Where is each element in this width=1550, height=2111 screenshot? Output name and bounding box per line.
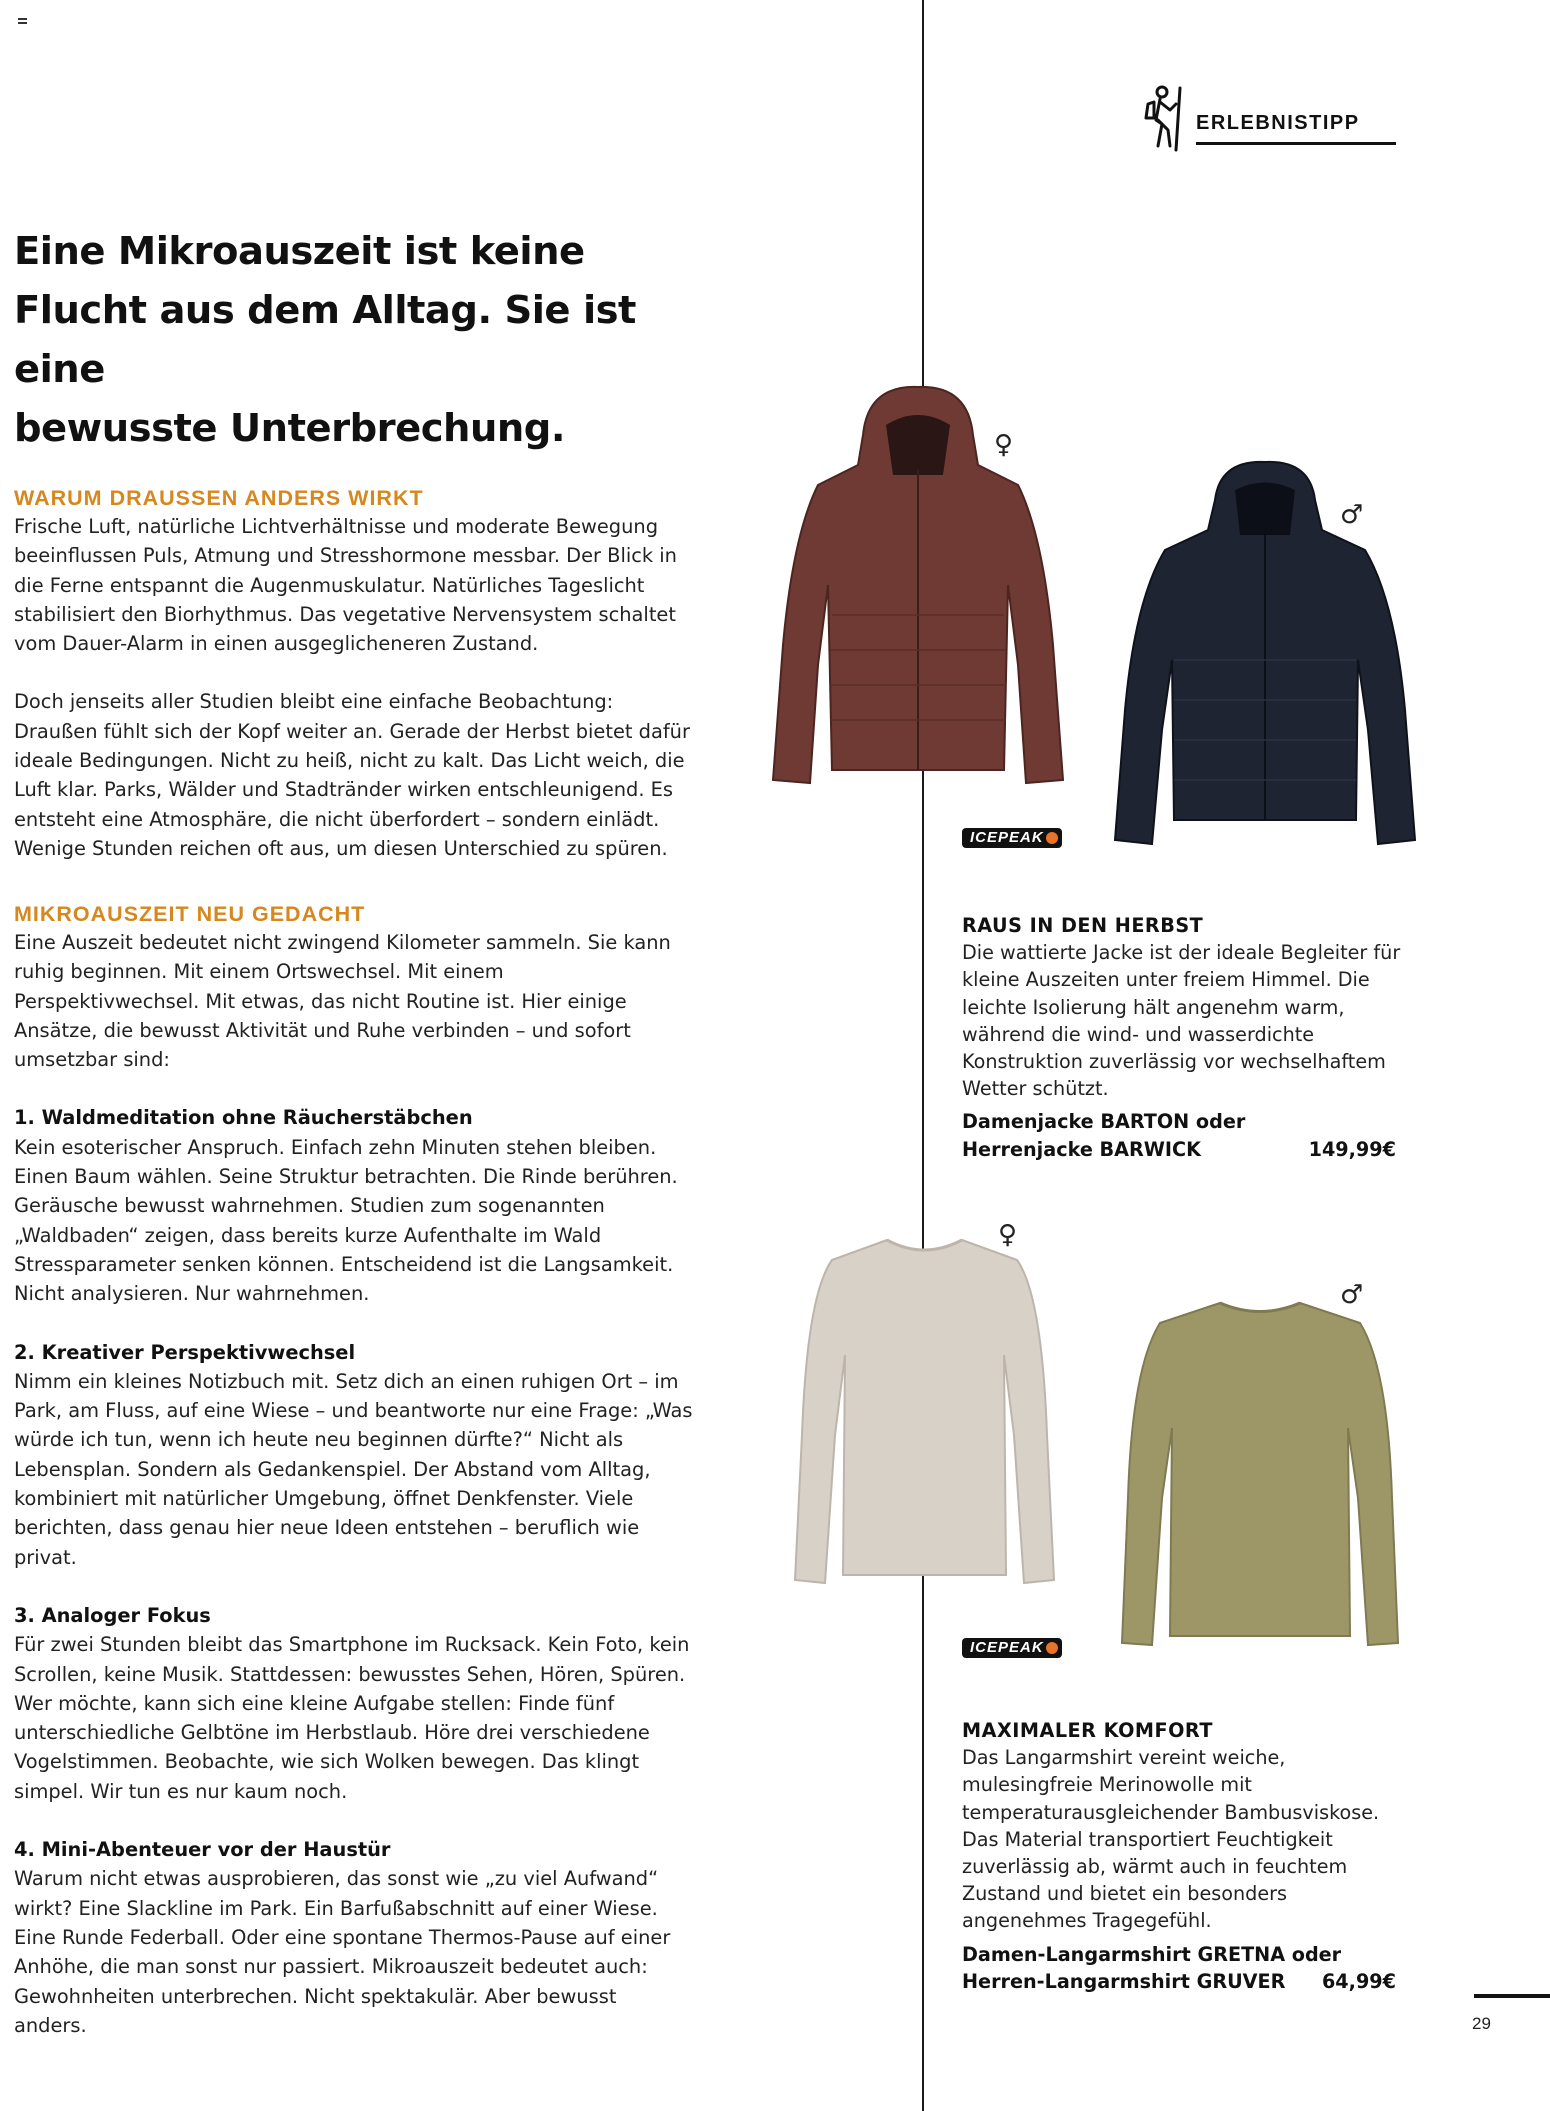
product-name-row — [962, 1136, 1402, 1163]
brand-dot — [1046, 1642, 1058, 1654]
product-jacket-block — [962, 912, 1402, 1163]
item-text: Kein esoterischer Anspruch. Einfach zehn Minuten stehen bleiben. Einen Baum wählen. Seine Struktur betrachten. Die Rinde berühren. Geräusche bewusst wahrnehmen. Studien zum sogenannten „Waldbaden“ zeigen, dass bereits kurze Aufenthalte im Wald Stressparameter senken können. Entscheidend ist die Langsamkeit. Nicht analysieren. Nur wahrnehmen. — [14, 1135, 678, 1306]
item-text: Nimm ein kleines Notizbuch mit. Setz dich an einen ruhigen Ort – im Park, am Fluss, auf eine Wiese – und beantworte nur eine Frage: „Was würde ich tun, wenn ich heute neu beginnen dürfte?“ Nicht als Lebensplan. Sondern als Gedankenspiel. Der Abstand vom Alltag, kombiniert mit natürlicher Umgebung, öffnet Denkfenster. Viele berichten, dass genau hier neue Ideen entstehen – beruflich wie privat. — [14, 1369, 693, 1569]
male-symbol: ♂ — [1340, 1280, 1364, 1310]
product-price: 64,99€ — [1321, 1969, 1396, 1993]
men-jacket-image — [1110, 460, 1420, 850]
product-price: 149,99€ — [1308, 1137, 1396, 1161]
product-name-line-2: Herrenjacke BARWICK — [962, 1137, 1202, 1161]
product-heading: MAXIMALER KOMFORT — [962, 1719, 1213, 1742]
product-name-line-1: Damen-Langarmshirt GRETNA oder — [962, 1942, 1342, 1966]
icepeak-logo — [962, 1638, 1062, 1658]
item-title: 1. Waldmeditation ohne Räucherstäbchen — [14, 1106, 473, 1130]
section-heading: WARUM DRAUSSEN ANDERS WIRKT — [14, 486, 424, 510]
erlebnistipp-tag — [1140, 84, 1400, 154]
section-heading: MIKROAUSZEIT NEU GEDACHT — [14, 902, 366, 926]
section-mikroauszeit — [14, 900, 694, 2040]
product-description: Das Langarmshirt vereint weiche, mulesingfreie Merinowolle mit temperaturausgleichender Bambusviskose. Das Material transportiert Feuchtigkeit zuverlässig ab, wärmt auch in feuchtem Zustand und bietet ein besonders angenehmes Tragegefühl. — [962, 1746, 1380, 1933]
paragraph: Frische Luft, natürliche Lichtverhältnisse und moderate Bewegung beeinflussen Puls, Atmung und Stresshormone messbar. Der Blick in die Ferne entspannt die Augenmuskulatur. Natürliches Tageslicht stabilisiert den Biorhythmus. Das vegetative Nervensystem schaltet vom Dauer-Alarm in einen ausgeglicheneren Zustand. — [14, 515, 677, 656]
hiker-icon — [1140, 84, 1190, 154]
headline-line-1: Eine Mikroauszeit ist keine — [14, 229, 585, 274]
paragraph: Eine Auszeit bedeutet nicht zwingend Kilometer sammeln. Sie kann ruhig beginnen. Mit einem Ortswechsel. Mit einem Perspektivwechsel. Mit etwas, das nicht Routine ist. Hier einige Ansätze, die bewusst Aktivität und Ruhe verbinden – und sofort umsetzbar sind: — [14, 931, 671, 1072]
men-shirt-image — [1120, 1298, 1400, 1648]
product-heading: RAUS IN DEN HERBST — [962, 914, 1204, 937]
female-symbol: ♀ — [994, 430, 1014, 460]
women-shirt-image — [792, 1235, 1057, 1590]
item-text: Warum nicht etwas ausprobieren, das sonst wie „zu viel Aufwand“ wirkt? Eine Slackline im Park. Ein Barfußabschnitt auf einer Wiese. Eine Runde Federball. Oder eine spontane Thermos-Pause auf einer Anhöhe, die man sonst nur passiert. Mikroauszeit bedeutet auch: Gewohnheiten unterbrechen. Nicht spektakulär. Aber bewusst anders. — [14, 1867, 671, 2037]
icepeak-logo — [962, 828, 1062, 848]
tag-label: ERLEBNISTIPP — [1196, 112, 1360, 134]
brand-dot — [1046, 832, 1058, 844]
product-name-row — [962, 1968, 1402, 1995]
page-number-rule — [1474, 1994, 1550, 1998]
headline-line-2: Flucht aus dem Alltag. Sie ist eine — [14, 288, 636, 392]
brand-label: ICEPEAK — [970, 829, 1044, 846]
page-headline — [14, 222, 694, 458]
product-description: Die wattierte Jacke ist der ideale Begleiter für kleine Auszeiten unter freiem Himmel. Die leichte Isolierung hält angenehm warm, während die wind- und wasserdichte Konstruktion zuverlässig vor wechselhaftem Wetter schützt. — [962, 941, 1401, 1101]
women-jacket-image — [768, 385, 1068, 795]
item-title: 4. Mini-Abenteuer vor der Haustür — [14, 1838, 391, 1862]
brand-label: ICEPEAK — [970, 1639, 1044, 1656]
page-divider — [922, 0, 924, 2111]
paragraph: Doch jenseits aller Studien bleibt eine einfache Beobachtung: Draußen fühlt sich der Kopf weiter an. Gerade der Herbst bietet dafür ideale Bedingungen. Nicht zu heiß, nicht zu kalt. Das Licht weich, die Luft klar. Parks, Wälder und Stadtränder wirken entschleunigend. Es entsteht eine Atmosphäre, die nicht überfordert – sondern einlädt. Wenige Stunden reichen oft aus, um diesen Unterschied zu spüren. — [14, 690, 690, 860]
item-title: 2. Kreativer Perspektivwechsel — [14, 1340, 356, 1364]
menu-icon[interactable] — [18, 18, 27, 26]
product-shirt-block — [962, 1717, 1402, 1995]
product-name-line-2: Herren-Langarmshirt GRUVER — [962, 1969, 1286, 1993]
male-symbol: ♂ — [1340, 500, 1364, 530]
page-number: 29 — [1472, 2014, 1491, 2033]
section-warum-draussen — [14, 484, 694, 863]
headline-line-3: bewusste Unterbrechung. — [14, 406, 565, 451]
tag-underline — [1196, 142, 1396, 145]
item-text: Für zwei Stunden bleibt das Smartphone im Rucksack. Kein Foto, kein Scrollen, keine Musik. Stattdessen: bewusstes Sehen, Hören, Spüren. Wer möchte, kann sich eine kleine Aufgabe stellen: Finde fünf unterschiedliche Gelbtöne im Herbstlaub. Höre drei verschiedene Vogelstimmen. Beobachte, wie sich Wolken bewegen. Das klingt simpel. Wir tun es nur kaum noch. — [14, 1633, 690, 1803]
product-name-line-1: Damenjacke BARTON oder — [962, 1110, 1246, 1134]
female-symbol: ♀ — [998, 1220, 1018, 1250]
item-title: 3. Analoger Fokus — [14, 1603, 211, 1627]
